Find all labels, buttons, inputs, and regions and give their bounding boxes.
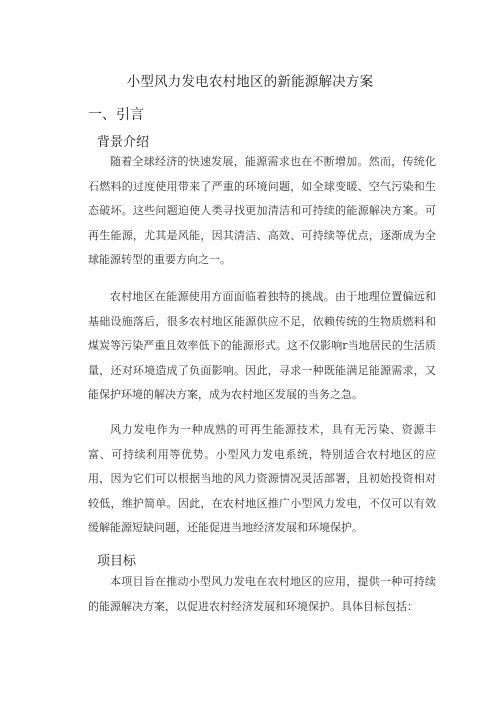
subsection-heading-project-goals: 项目标 [97, 554, 137, 569]
paragraph-project-goals: 本项目旨在推动小型风力发电在农村地区的应用，提供一种可持续的能源解决方案，以促进农村经济发展和环境保护。具体目标包括： [88, 575, 436, 613]
section-heading-introduction: 一、引言 [88, 107, 144, 123]
subsection-heading-background: 背景介绍 [97, 135, 150, 150]
paragraph-background-1: 随着全球经济的快速发展，能源需求也在不断增加。然而，传统化石燃料的过度使用带来了严重的环境问题，如全球变暖、空气污染和生态破坏。这些问题迫使人类寻找更加清洁和可持续的能源解决方案。可再生能源，尤其是风能，因其清洁、高效、可持续等优点，逐渐成为全球能源转型的重要方向之一。 [88, 155, 436, 266]
paragraph-background-2: 农村地区在能源使用方面面临着独特的挑战。由于地理位置偏远和基础设施落后，很多农村地区能源供应不足，依赖传统的生物质燃料和煤炭等污染严重且效率低下的能源形式。这不仅影响r当地居民的生活质量，还对环境造成了负面影响。因此，寻求一种既能满足能源需求，又能保护环境的解决方案，成为农村地区发展的当务之急。 [88, 290, 436, 401]
document-title: 小型风力发电农村地区的新能源解决方案 [126, 74, 374, 90]
paragraph-background-3: 风力发电作为一种成熟的可再生能源技术，具有无污染、资源丰富、可持续利用等优势。小型风力发电系统，特别适合农村地区的应用，因为它们可以根据当地的风力资源情况灵活部署，且初始投资相对较低，维护简单。因此，在农村地区推广小型风力发电，不仅可以有效缓解能源短缺问题，还能促进当地经济发展和环境保护。 [88, 423, 436, 534]
